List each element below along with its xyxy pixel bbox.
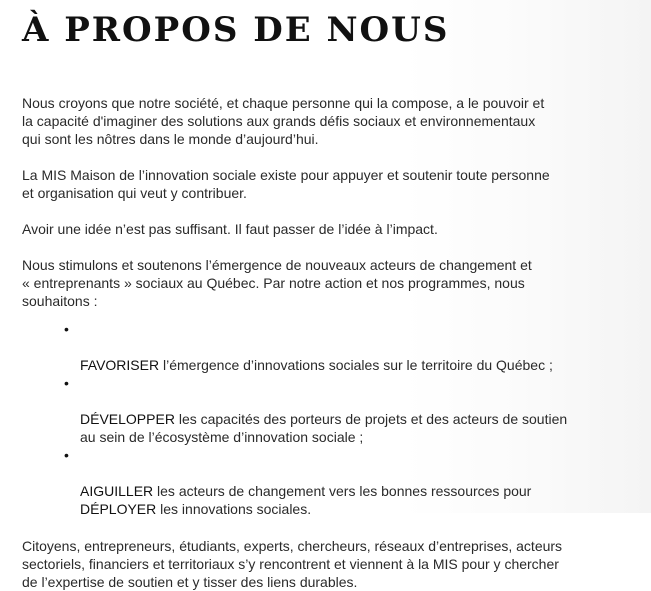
- about-content: [22, 94, 628, 591]
- goal-keyword: DÉVELOPPER: [80, 411, 175, 427]
- goal-text: les acteurs de changement vers les bonnes ressources pour: [153, 483, 532, 499]
- goal-keyword: AIGUILLER: [80, 483, 154, 499]
- goal-keyword: FAVORISER: [80, 357, 160, 373]
- list-item: [64, 374, 628, 446]
- goal-text-secondary: les innovations sociales.: [156, 501, 312, 517]
- page-title: À PROPOS DE NOUS: [22, 10, 450, 50]
- paragraph-spacer: [22, 518, 628, 537]
- bullet-icon: •: [64, 375, 69, 391]
- paragraph-spacer: [22, 202, 628, 220]
- bullet-icon: •: [64, 447, 69, 463]
- goals-intro-paragraph: Nous stimulons et soutenons l’émergence de nouveaux acteurs de changement et « entreprenants » sociaux au Québec. Par notre action et nos programmes, nous souhaitons :: [22, 257, 532, 309]
- closing-paragraph: Citoyens, entrepreneurs, étudiants, experts, chercheurs, réseaux d’entreprises, acteurs sectoriels, financiers et territoriaux s’y rencontrent et viennent à la MIS pour y chercher de l’expertise de soutien et y tisser des liens durables.: [22, 538, 563, 590]
- bullet-icon: •: [64, 321, 69, 337]
- goals-list: [22, 320, 628, 518]
- mission-paragraph: La MIS Maison de l’innovation sociale existe pour appuyer et soutenir toute personne et organisation qui veut y contribuer.: [22, 167, 550, 201]
- goal-keyword-secondary: DÉPLOYER: [80, 501, 157, 517]
- list-item: [64, 446, 628, 518]
- list-item: [64, 320, 628, 374]
- paragraph-spacer: [22, 148, 628, 166]
- paragraph-spacer: [22, 238, 628, 256]
- impact-paragraph: Avoir une idée n’est pas suffisant. Il faut passer de l’idée à l’impact.: [22, 221, 438, 237]
- goal-text: l’émergence d’innovations sociales sur le territoire du Québec ;: [159, 357, 553, 373]
- goal-text: les capacités des porteurs de projets et des acteurs de soutien au sein de l’écosystème d’innovation sociale ;: [80, 411, 568, 445]
- intro-paragraph: Nous croyons que notre société, et chaque personne qui la compose, a le pouvoir et la capacité d'imaginer des solutions aux grands défis sociaux et environnementaux qui sont les nôtres dans le monde d’aujourd’hui.: [22, 95, 545, 147]
